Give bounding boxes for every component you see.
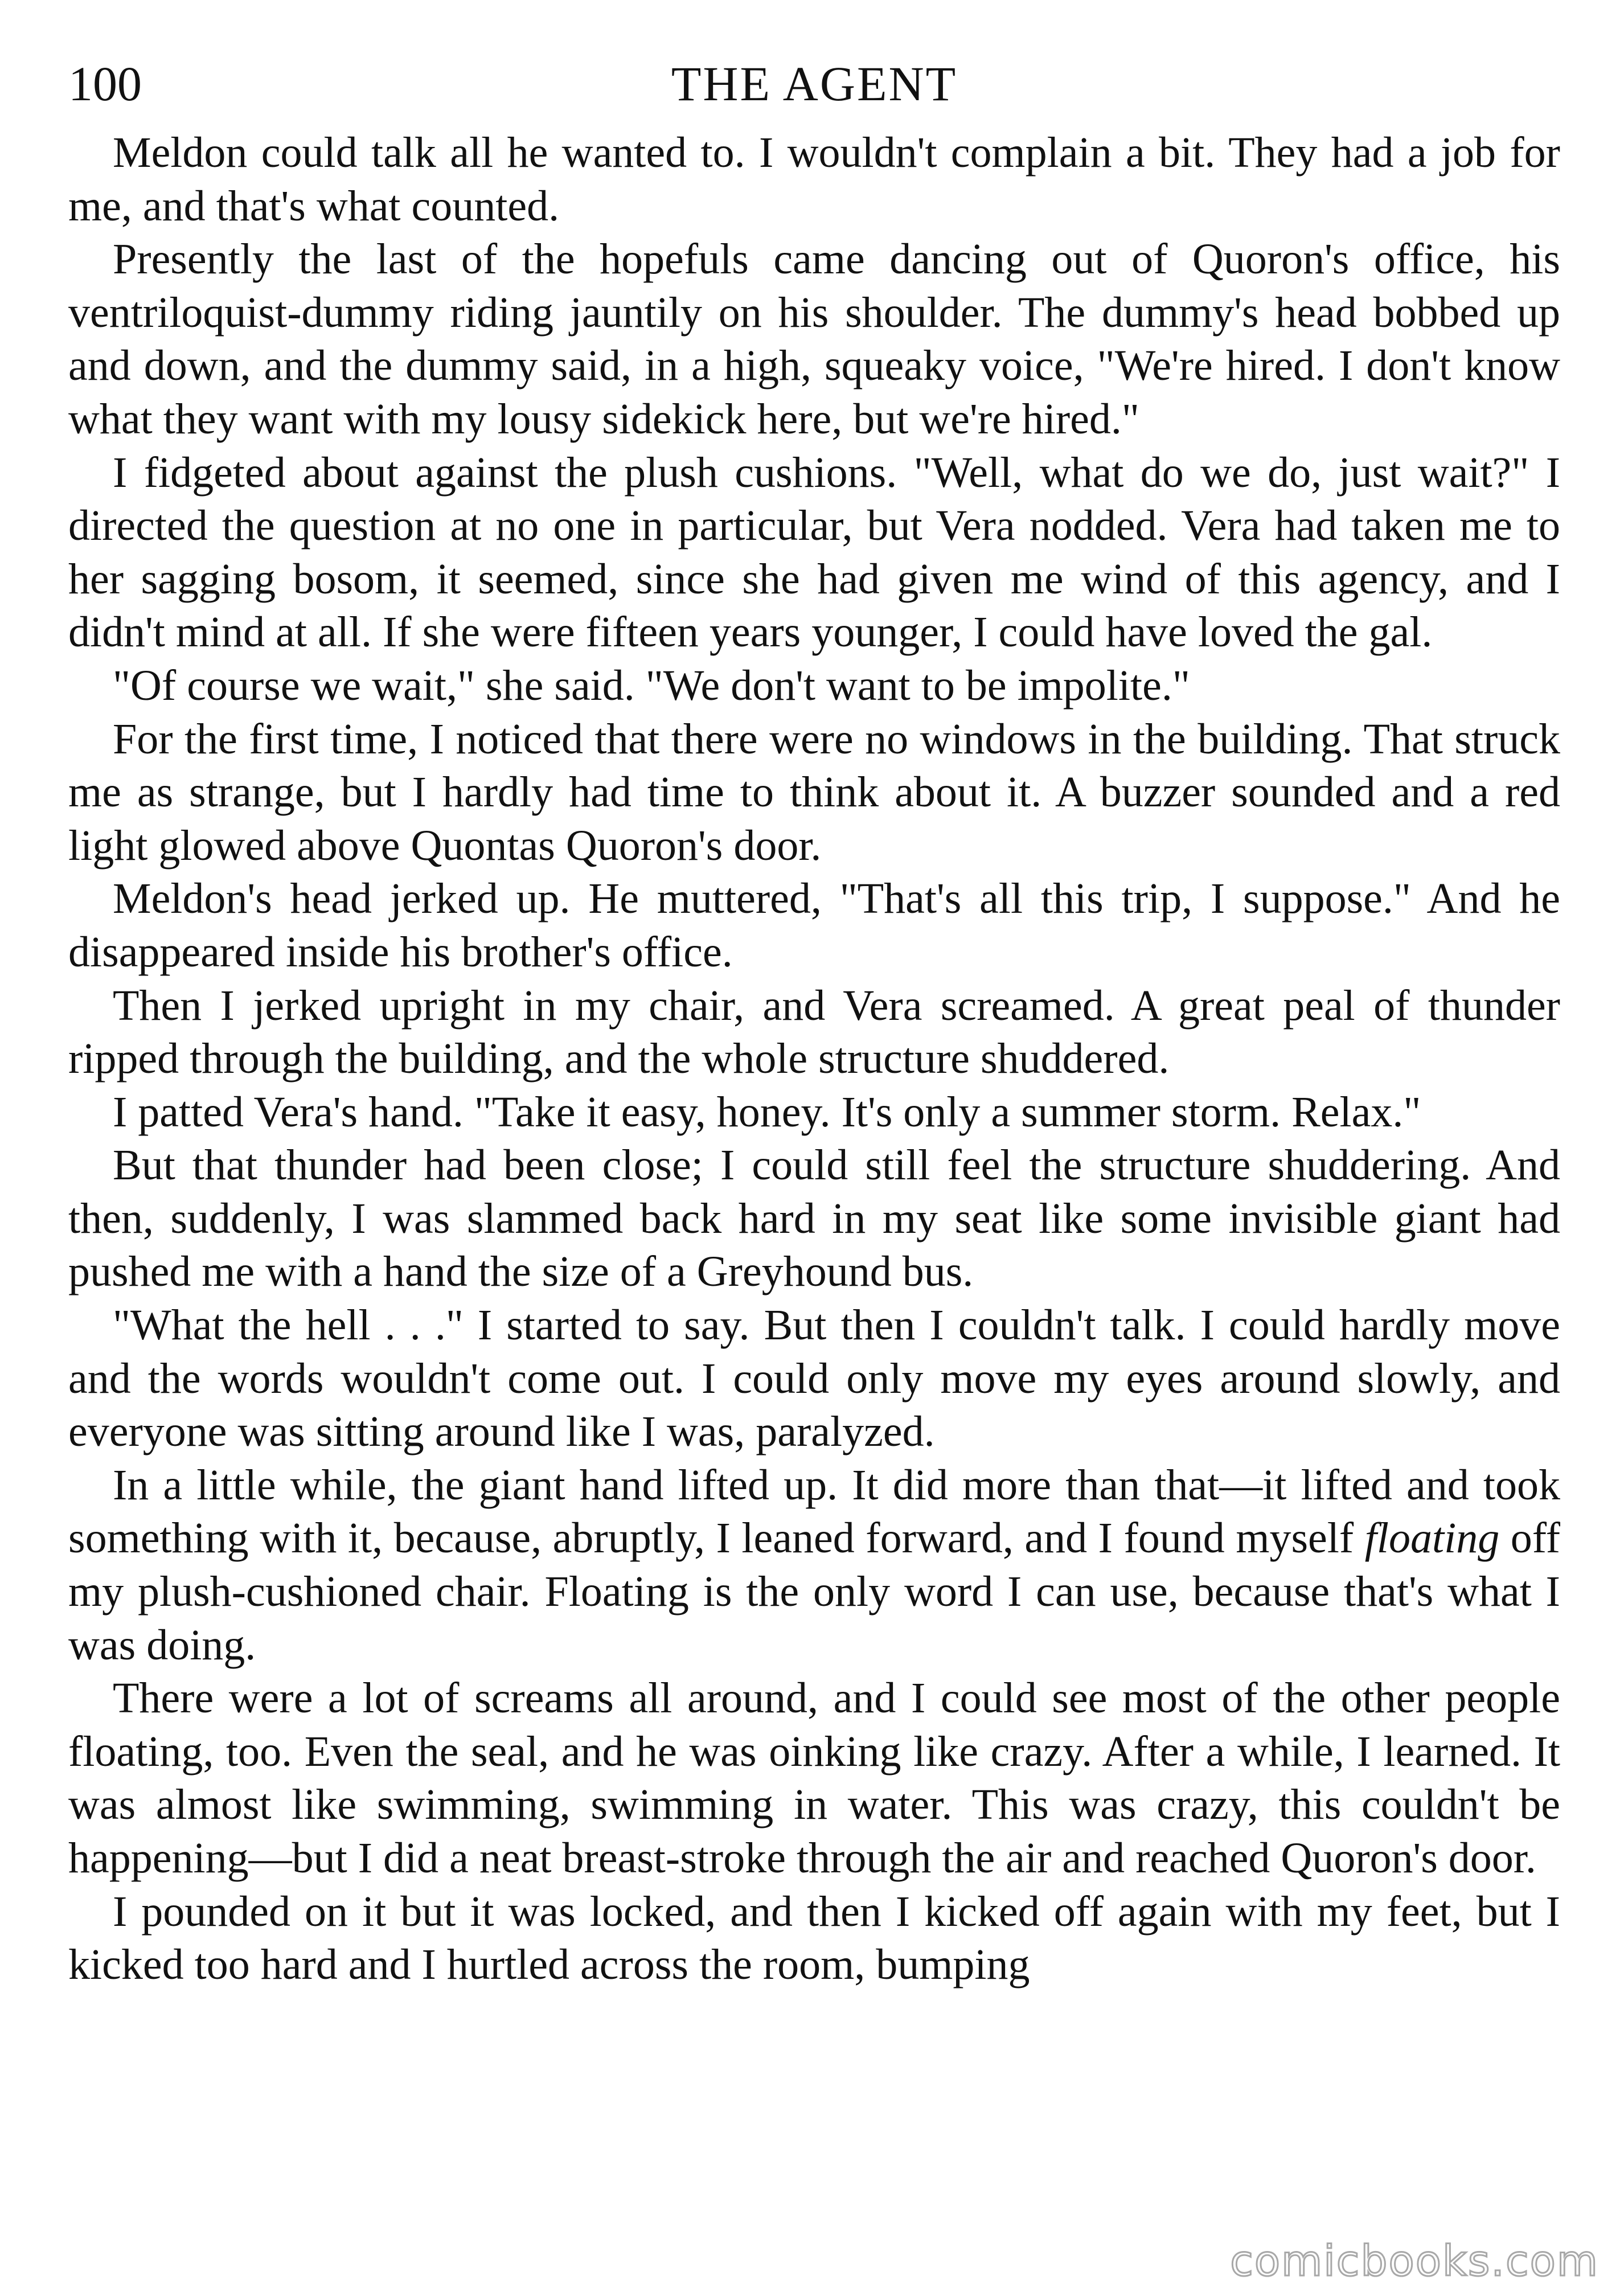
body-text: [68, 126, 1560, 2245]
paragraph-6: Meldon's head jerked up. He muttered, "That's all this trip, I suppose." And he disappeared inside his brother's office.: [68, 875, 1560, 976]
paragraph-11-text-before: In a little while, the giant hand lifted up. It did more than that—it lifted and took something with it, because, abruptly, I leaned forward, and I found myself: [68, 1461, 1560, 1563]
paragraph-12: There were a lot of screams all around, and I could see most of the other people floating, too. Even the seal, and he was oinking like crazy. After a while, I learned. It was almost like swimming, swimming in water. This was crazy, this couldn't be happening—but I did a neat breast-stroke through the air and reached Quoron's door.: [68, 1674, 1560, 1882]
paragraph-10: "What the hell . . ." I started to say. But then I couldn't talk. I could hardly move and the words wouldn't come out. I could only move my eyes around slowly, and everyone was sitting around like I was, paralyzed.: [68, 1301, 1560, 1456]
paragraph-9: But that thunder had been close; I could still feel the structure shuddering. And then, suddenly, I was slammed back hard in my seat like some invisible giant had pushed me with a hand the size of a Greyhound bus.: [68, 1141, 1560, 1296]
paragraph-11-text-after: off my plush-cushioned chair. Floating is the only word I can use, because that's what I was doing.: [68, 1514, 1560, 1669]
paragraph-8: I patted Vera's hand. "Take it easy, honey. It's only a summer storm. Relax.": [113, 1088, 1421, 1136]
paragraph-13: I pounded on it but it was locked, and then I kicked off again with my feet, but I kicked too hard and I hurtled across the room, bumping: [68, 1887, 1560, 1989]
paragraph-1: Meldon could talk all he wanted to. I wouldn't complain a bit. They had a job for me, and that's what counted.: [68, 129, 1560, 230]
page-number: 100: [68, 56, 142, 111]
watermark: comicbooks.com: [1230, 2237, 1599, 2286]
paragraph-7: Then I jerked upright in my chair, and Vera screamed. A great peal of thunder ripped through the building, and the whole structure shuddered.: [68, 981, 1560, 1083]
paragraph-3: I fidgeted about against the plush cushions. "Well, what do we do, just wait?" I directed the question at no one in particular, but Vera nodded. Vera had taken me to her sagging bosom, it seemed, since she had given me wind of this agency, and I didn't mind at all. If she were fifteen years younger, I could have loved the gal.: [68, 448, 1560, 657]
page-header: [68, 52, 1560, 115]
paragraph-4: "Of course we wait," she said. "We don't want to be impolite.": [113, 661, 1190, 710]
italic-word: floating: [1364, 1514, 1500, 1563]
paragraph-11: [68, 1459, 1560, 1672]
paragraph-5: For the first time, I noticed that there were no windows in the building. That struck me as strange, but I hardly had time to think about it. A buzzer sounded and a red light glowed above Quontas Quoron's door.: [68, 715, 1560, 870]
running-title: THE AGENT: [671, 56, 958, 111]
paragraph-2: Presently the last of the hopefuls came dancing out of Quoron's office, his ventriloquist-dummy riding jauntily on his shoulder. The dummy's head bobbed up and down, and the dummy said, in a high, squeaky voice, "We're hired. I don't know what they want with my lousy sidekick here, but we're hired.": [68, 235, 1560, 443]
